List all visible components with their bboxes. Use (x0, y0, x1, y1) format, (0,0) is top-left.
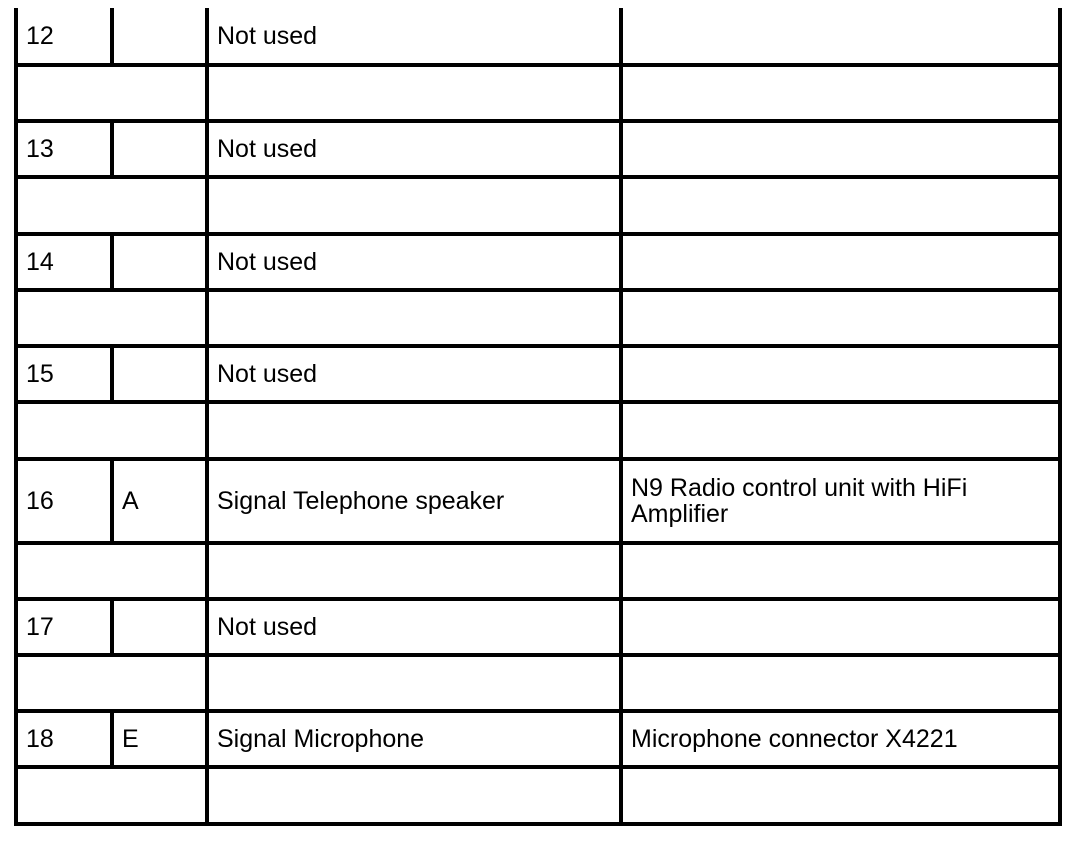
row-rule (14, 63, 1062, 67)
pin-code-cell (114, 348, 205, 400)
signal-description-cell: Signal Microphone (217, 725, 425, 753)
pin-number-cell: 17 (26, 613, 54, 641)
pin-number-cell: 12 (26, 21, 54, 50)
pin-number-cell: 13 (26, 135, 54, 163)
pin-number-cell: 16 (26, 487, 54, 515)
row-rule (14, 765, 1062, 769)
signal-description-cell: Not used (217, 248, 318, 276)
pin-code-cell (114, 236, 205, 288)
connector-pin-table (14, 8, 1062, 826)
pin-code-cell (114, 123, 205, 175)
pin-number-cell: 15 (26, 360, 54, 388)
pin-number-cell: 18 (26, 725, 54, 753)
destination-cell (623, 8, 1058, 63)
pin-code-cell: A (122, 487, 139, 515)
row-rule (14, 541, 1062, 545)
pin-code-cell: E (122, 725, 139, 753)
signal-description-cell: Not used (217, 135, 318, 163)
pin-code-cell (114, 8, 205, 63)
row-rule (14, 400, 1062, 404)
destination-cell: N9 Radio control unit with HiFi Amplifier (631, 474, 973, 528)
signal-description-cell: Not used (217, 613, 318, 641)
signal-description-cell: Not used (217, 360, 318, 388)
row-rule (14, 822, 1062, 826)
table-right-border (1058, 8, 1062, 826)
destination-cell (623, 236, 1058, 288)
destination-cell (623, 601, 1058, 653)
signal-description-cell: Signal Telephone speaker (217, 487, 505, 515)
row-rule (14, 288, 1062, 292)
destination-cell: Microphone connector X4221 (631, 725, 958, 753)
signal-description-cell: Not used (217, 21, 318, 50)
pin-code-cell (114, 601, 205, 653)
row-rule (14, 653, 1062, 657)
row-rule (14, 175, 1062, 179)
destination-cell (623, 348, 1058, 400)
pin-number-cell: 14 (26, 248, 54, 276)
destination-cell (623, 123, 1058, 175)
